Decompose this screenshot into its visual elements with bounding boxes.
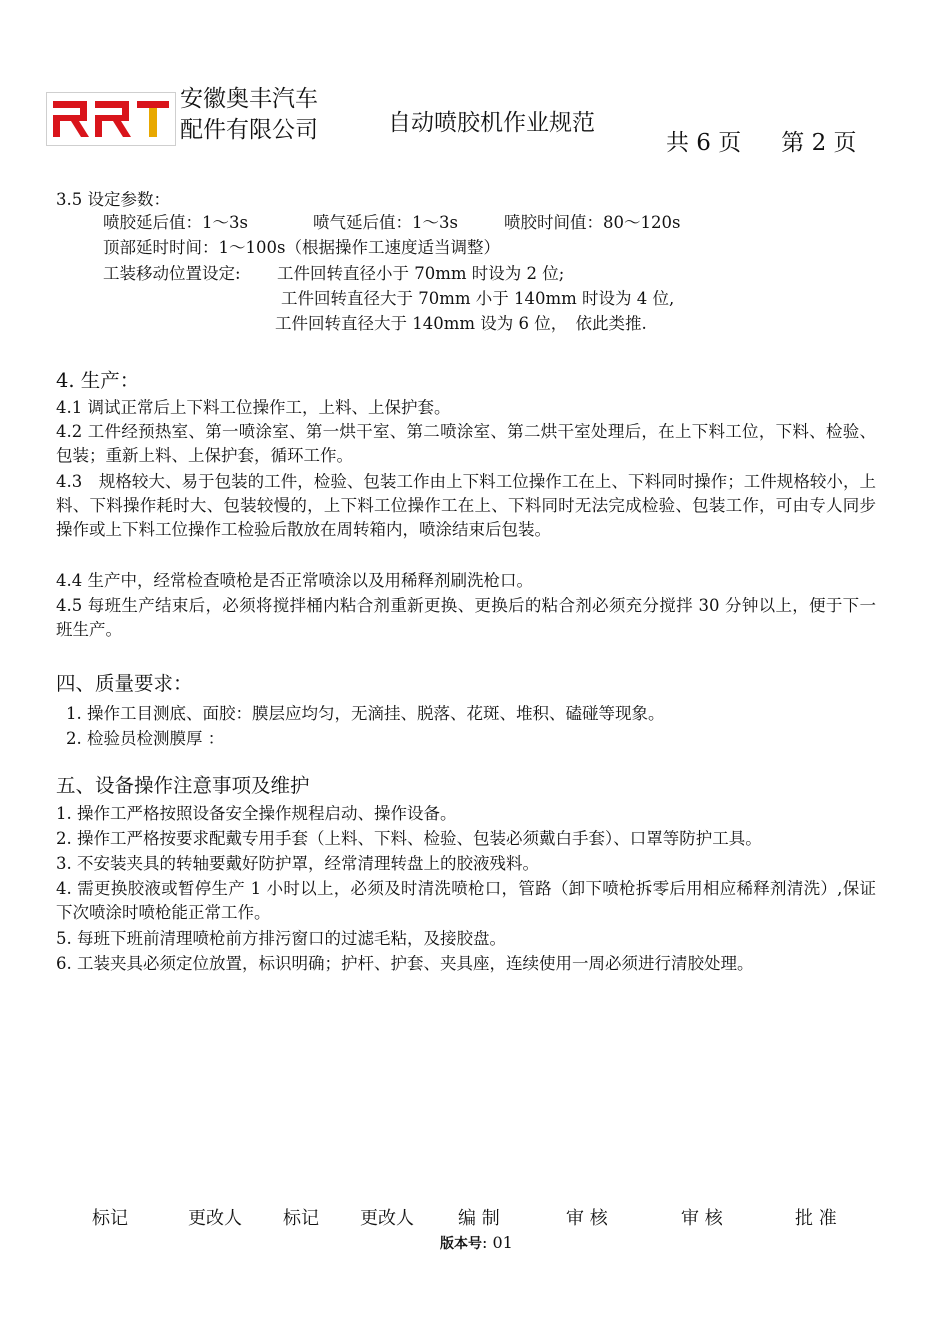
footer-review-1: 审 核 <box>566 1208 608 1229</box>
section-4-2: 4.2 工件经预热室、第一喷涂室、第一烘干室、第二喷涂室、第二烘干室处理后，在上下料工位，下料、检验、包装；重新上料、上保护套，循环工作。 <box>56 422 876 465</box>
company-name <box>180 84 318 146</box>
equipment-item-6: 6. 工装夹具必须定位放置，标识明确；护杆、护套、夹具座，连续使用一周必须进行清胶处理。 <box>56 954 754 973</box>
rrt-logo-icon <box>47 93 175 145</box>
footer-mark-2: 标记 <box>283 1208 319 1229</box>
quality-heading: 四、质量要求： <box>56 672 193 695</box>
version-value: : 01 <box>482 1233 513 1252</box>
version-label: 版本号 <box>440 1236 482 1252</box>
spray-time-value: 喷胶时间值：80～120s <box>504 213 681 232</box>
fixture-position-label: 工装移动位置设定: <box>103 264 241 283</box>
total-pages: 共 6 页 <box>666 130 742 156</box>
section-4-heading: 4. 生产： <box>56 369 140 392</box>
current-page: 第 2 页 <box>781 130 857 156</box>
footer-compile: 编 制 <box>458 1208 500 1229</box>
company-name-line2: 配件有限公司 <box>180 117 318 143</box>
quality-item-2: 2. 检验员检测膜厚 ： <box>66 729 225 748</box>
equipment-item-2: 2. 操作工严格按要求配戴专用手套（上料、下料、检验、包装必须戴白手套）、口罩等防护工具。 <box>56 829 762 848</box>
fixture-position-rule-3: 工件回转直径大于 140mm 设为 6 位， 依此类推. <box>275 314 647 333</box>
section-4-3: 4.3 规格较大、易于包装的工件，检验、包装工作由上下料工位操作工在上、下料同时操作；工件规格较小，上料、下料操作耗时大、包装较慢的，上下料工位操作工在上、下料同时无法完成检验、包装工作，可由专人同步操作或上下料工位操作工检验后散放在周转箱内，喷涂结束后包装。 <box>56 472 876 539</box>
footer-approve: 批 准 <box>795 1208 837 1229</box>
version-number <box>440 1233 513 1253</box>
equipment-item-5: 5. 每班下班前清理喷枪前方排污窗口的过滤毛粘，及接胶盘。 <box>56 929 506 948</box>
top-delay-time: 顶部延时时间：1～100s（根据操作工速度适当调整） <box>103 238 500 257</box>
equipment-item-4: 4. 需更换胶液或暂停生产 1 小时以上，必须及时清洗喷枪口，管路（卸下喷枪拆零后用相应稀释剂清洗）,保证下次喷涂时喷枪能正常工作。 <box>56 879 876 922</box>
footer-review-2: 审 核 <box>681 1208 723 1229</box>
section-4-5: 4.5 每班生产结束后，必须将搅拌桶内粘合剂重新更换、更换后的粘合剂必须充分搅拌 30 分钟以上，便于下一班生产。 <box>56 596 876 639</box>
equipment-heading: 五、设备操作注意事项及维护 <box>56 774 310 797</box>
section-4-4: 4.4 生产中，经常检查喷枪是否正常喷涂以及用稀释剂刷洗枪口。 <box>56 571 533 590</box>
page-indicator <box>666 124 857 157</box>
quality-item-1: 1. 操作工目测底、面胶：膜层应均匀，无滴挂、脱落、花斑、堆积、磕碰等现象。 <box>66 704 665 723</box>
equipment-item-3: 3. 不安装夹具的转轴要戴好防护罩，经常清理转盘上的胶液残料。 <box>56 854 539 873</box>
fixture-position-rule-1: 工件回转直径小于 70mm 时设为 2 位; <box>277 264 565 283</box>
company-logo <box>46 92 176 146</box>
section-4-1: 4.1 调试正常后上下料工位操作工，上料、上保护套。 <box>56 398 451 417</box>
document-title: 自动喷胶机作业规范 <box>388 110 595 136</box>
footer-changer-1: 更改人 <box>188 1208 242 1229</box>
company-name-line1: 安徽奥丰汽车 <box>180 86 318 112</box>
air-delay-value: 喷气延后值：1～3s <box>313 213 458 232</box>
footer-changer-2: 更改人 <box>360 1208 414 1229</box>
section-3-5-heading: 3.5 设定参数： <box>56 190 170 209</box>
equipment-item-1: 1. 操作工严格按照设备安全操作规程启动、操作设备。 <box>56 804 457 823</box>
footer-mark-1: 标记 <box>92 1208 128 1229</box>
fixture-position-rule-2: 工件回转直径大于 70mm 小于 140mm 时设为 4 位, <box>281 289 675 308</box>
spray-delay-value: 喷胶延后值：1～3s <box>103 213 248 232</box>
